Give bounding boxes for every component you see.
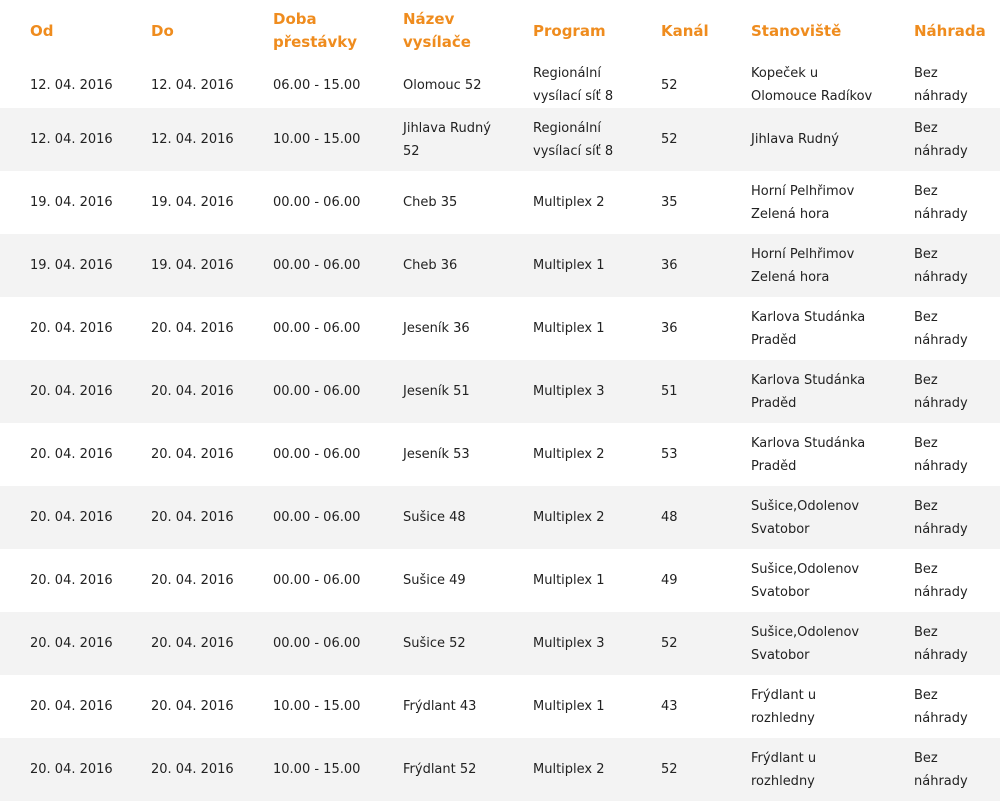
cell-nahrada — [914, 360, 1000, 423]
cell-kanal — [661, 738, 751, 801]
cell-stanoviste-line: Praděd — [751, 332, 797, 348]
cell-kanal — [661, 423, 751, 486]
cell-nazev-vysilace — [403, 360, 533, 423]
cell-od-text: 20. 04. 2016 — [30, 762, 113, 777]
cell-od-text: 19. 04. 2016 — [30, 195, 113, 210]
cell-program — [533, 612, 661, 675]
cell-do — [151, 108, 273, 171]
cell-program-line: Multiplex 3 — [533, 384, 605, 399]
cell-nazev-vysilace-line: Sušice 52 — [403, 636, 466, 651]
table-row — [0, 423, 1000, 486]
cell-kanal — [661, 171, 751, 234]
cell-nahrada — [914, 612, 1000, 675]
cell-kanal-text: 53 — [661, 447, 678, 462]
cell-od-text: 20. 04. 2016 — [30, 510, 113, 525]
cell-nazev-vysilace-line: Jeseník 53 — [403, 447, 470, 462]
cell-kanal-text: 43 — [661, 699, 678, 714]
cell-nahrada — [914, 549, 1000, 612]
cell-stanoviste-line: Olomouce Radíkov — [751, 89, 873, 104]
cell-nazev-vysilace — [403, 423, 533, 486]
cell-stanoviste-line: Praděd — [751, 458, 797, 474]
cell-stanoviste-line: rozhledny — [751, 710, 815, 726]
cell-od — [0, 423, 151, 486]
cell-stanoviste — [751, 423, 914, 486]
cell-nahrada-line: náhrady — [914, 773, 968, 789]
cell-nahrada-line: náhrady — [914, 89, 968, 104]
cell-doba-prestavky — [273, 675, 403, 738]
cell-od-text: 19. 04. 2016 — [30, 258, 113, 273]
cell-od-text: 20. 04. 2016 — [30, 573, 113, 588]
cell-nahrada-line: Bez — [914, 183, 938, 199]
cell-program-line: vysílací síť 8 — [533, 143, 614, 159]
cell-do — [151, 675, 273, 738]
cell-doba-prestavky-text: 00.00 - 06.00 — [273, 384, 361, 399]
cell-do-text: 19. 04. 2016 — [151, 258, 234, 273]
cell-do-text: 20. 04. 2016 — [151, 384, 234, 399]
cell-od — [0, 62, 151, 108]
cell-nahrada-line: náhrady — [914, 647, 968, 663]
cell-program — [533, 234, 661, 297]
cell-nazev-vysilace — [403, 738, 533, 801]
table-row — [0, 549, 1000, 612]
cell-doba-prestavky — [273, 62, 403, 108]
cell-doba-prestavky-text: 10.00 - 15.00 — [273, 699, 361, 714]
cell-doba-prestavky — [273, 171, 403, 234]
cell-nahrada-line: Bez — [914, 687, 938, 703]
cell-nahrada-line: Bez — [914, 66, 938, 81]
cell-program — [533, 738, 661, 801]
cell-stanoviste — [751, 486, 914, 549]
cell-stanoviste-line: Svatobor — [751, 647, 810, 663]
cell-nazev-vysilace-line: Jeseník 36 — [403, 321, 470, 336]
cell-doba-prestavky — [273, 360, 403, 423]
header-kanal: Kanál — [661, 21, 709, 40]
cell-stanoviste — [751, 171, 914, 234]
cell-nahrada — [914, 738, 1000, 801]
cell-doba-prestavky — [273, 108, 403, 171]
cell-nahrada-line: náhrady — [914, 269, 968, 285]
cell-program-line: Regionální — [533, 120, 601, 136]
cell-od-text: 20. 04. 2016 — [30, 384, 113, 399]
cell-nazev-vysilace — [403, 171, 533, 234]
cell-do — [151, 549, 273, 612]
table-row — [0, 234, 1000, 297]
cell-stanoviste-line: Kopeček u — [751, 66, 819, 81]
cell-stanoviste-line: Zelená hora — [751, 269, 830, 285]
cell-doba-prestavky-text: 10.00 - 15.00 — [273, 762, 361, 777]
table-row — [0, 62, 1000, 108]
cell-program — [533, 675, 661, 738]
cell-program-line: Multiplex 1 — [533, 258, 605, 273]
cell-program-line: Regionální — [533, 66, 601, 81]
cell-doba-prestavky — [273, 423, 403, 486]
cell-stanoviste-line: Sušice,Odolenov — [751, 561, 860, 577]
cell-doba-prestavky-text: 06.00 - 15.00 — [273, 77, 361, 93]
cell-stanoviste — [751, 297, 914, 360]
cell-program-line: Multiplex 1 — [533, 321, 605, 336]
cell-program-line: Multiplex 2 — [533, 762, 605, 777]
cell-stanoviste-line: Karlova Studánka — [751, 435, 866, 451]
cell-doba-prestavky — [273, 549, 403, 612]
cell-nazev-vysilace-line: Frýdlant 43 — [403, 699, 477, 714]
cell-nahrada-line: náhrady — [914, 710, 968, 726]
cell-do — [151, 486, 273, 549]
cell-nazev-vysilace — [403, 108, 533, 171]
cell-program-line: Multiplex 3 — [533, 636, 605, 651]
cell-stanoviste — [751, 549, 914, 612]
cell-program — [533, 549, 661, 612]
cell-nazev-vysilace-line: Frýdlant 52 — [403, 762, 477, 777]
cell-od — [0, 675, 151, 738]
cell-doba-prestavky — [273, 612, 403, 675]
cell-do — [151, 612, 273, 675]
cell-kanal-text: 36 — [661, 321, 678, 336]
cell-do-text: 20. 04. 2016 — [151, 321, 234, 336]
cell-nahrada-line: náhrady — [914, 521, 968, 537]
header-nahrada: Náhrada — [914, 21, 986, 40]
cell-stanoviste-line: Svatobor — [751, 584, 810, 600]
cell-stanoviste-line: Zelená hora — [751, 206, 830, 222]
cell-kanal — [661, 549, 751, 612]
cell-stanoviste-line: Frýdlant u — [751, 687, 817, 703]
cell-nazev-vysilace — [403, 675, 533, 738]
cell-stanoviste — [751, 675, 914, 738]
cell-od-text: 12. 04. 2016 — [30, 77, 113, 93]
cell-do-text: 20. 04. 2016 — [151, 510, 234, 525]
cell-nahrada-line: Bez — [914, 624, 938, 640]
cell-kanal — [661, 108, 751, 171]
table-row — [0, 297, 1000, 360]
cell-do — [151, 62, 273, 108]
cell-doba-prestavky — [273, 234, 403, 297]
cell-stanoviste — [751, 108, 914, 171]
cell-od — [0, 486, 151, 549]
header-row — [0, 0, 1000, 62]
cell-do-text: 20. 04. 2016 — [151, 762, 234, 777]
cell-kanal — [661, 612, 751, 675]
cell-program — [533, 360, 661, 423]
cell-nazev-vysilace — [403, 297, 533, 360]
cell-program-line: Multiplex 2 — [533, 447, 605, 462]
table-row — [0, 360, 1000, 423]
cell-kanal-text: 48 — [661, 510, 678, 525]
cell-program-line: Multiplex 2 — [533, 195, 605, 210]
cell-program-line: vysílací síť 8 — [533, 89, 614, 104]
header-program: Program — [533, 21, 606, 40]
cell-doba-prestavky — [273, 297, 403, 360]
cell-od — [0, 171, 151, 234]
cell-doba-prestavky-text: 10.00 - 15.00 — [273, 132, 361, 147]
cell-od-text: 12. 04. 2016 — [30, 132, 113, 147]
cell-program-line: Multiplex 2 — [533, 510, 605, 525]
cell-nazev-vysilace — [403, 549, 533, 612]
cell-stanoviste-line: Karlova Studánka — [751, 372, 866, 388]
cell-program-line: Multiplex 1 — [533, 699, 605, 714]
cell-stanoviste-line: Svatobor — [751, 521, 810, 537]
cell-stanoviste — [751, 360, 914, 423]
cell-nazev-vysilace — [403, 62, 533, 108]
cell-nahrada-line: Bez — [914, 561, 938, 577]
cell-do-text: 20. 04. 2016 — [151, 699, 234, 714]
cell-kanal-text: 35 — [661, 195, 678, 210]
cell-kanal — [661, 234, 751, 297]
cell-do — [151, 297, 273, 360]
cell-nahrada-line: Bez — [914, 435, 938, 451]
cell-do-text: 12. 04. 2016 — [151, 132, 234, 147]
cell-od-text: 20. 04. 2016 — [30, 699, 113, 714]
cell-nazev-vysilace-line: Cheb 36 — [403, 258, 458, 273]
cell-stanoviste — [751, 738, 914, 801]
cell-nazev-vysilace-line: Olomouc 52 — [403, 77, 482, 93]
cell-kanal — [661, 675, 751, 738]
cell-nahrada-line: náhrady — [914, 143, 968, 159]
cell-do-text: 20. 04. 2016 — [151, 636, 234, 651]
cell-stanoviste — [751, 612, 914, 675]
cell-stanoviste-line: rozhledny — [751, 773, 815, 789]
cell-nahrada-line: Bez — [914, 309, 938, 325]
cell-nazev-vysilace — [403, 486, 533, 549]
header-od: Od — [30, 21, 54, 40]
header-nazev-vysilace: Název vysílače — [403, 10, 471, 51]
cell-nazev-vysilace-line: Jihlava Rudný — [403, 120, 491, 136]
cell-stanoviste-line: Karlova Studánka — [751, 309, 866, 325]
cell-od — [0, 297, 151, 360]
cell-nazev-vysilace — [403, 234, 533, 297]
cell-nazev-vysilace-line: Sušice 49 — [403, 573, 466, 588]
cell-kanal — [661, 486, 751, 549]
cell-program — [533, 62, 661, 108]
cell-nahrada — [914, 675, 1000, 738]
cell-od-text: 20. 04. 2016 — [30, 636, 113, 651]
cell-nahrada-line: náhrady — [914, 332, 968, 348]
cell-nazev-vysilace-line: Cheb 35 — [403, 195, 458, 210]
cell-kanal-text: 36 — [661, 258, 678, 273]
cell-nahrada-line: Bez — [914, 498, 938, 514]
cell-program-line: Multiplex 1 — [533, 573, 605, 588]
cell-program — [533, 486, 661, 549]
cell-kanal-text: 52 — [661, 636, 678, 651]
cell-nahrada-line: náhrady — [914, 206, 968, 222]
cell-nahrada — [914, 234, 1000, 297]
cell-program — [533, 297, 661, 360]
cell-nazev-vysilace-line: Sušice 48 — [403, 510, 466, 525]
cell-nahrada — [914, 171, 1000, 234]
cell-stanoviste-line: Horní Pelhřimov — [751, 183, 855, 199]
cell-nazev-vysilace-line: Jeseník 51 — [403, 384, 470, 399]
cell-kanal-text: 52 — [661, 132, 678, 147]
table-body — [0, 62, 1000, 801]
cell-doba-prestavky — [273, 738, 403, 801]
cell-doba-prestavky-text: 00.00 - 06.00 — [273, 510, 361, 525]
cell-program — [533, 423, 661, 486]
cell-kanal — [661, 297, 751, 360]
cell-kanal — [661, 62, 751, 108]
cell-doba-prestavky-text: 00.00 - 06.00 — [273, 573, 361, 588]
cell-kanal-text: 49 — [661, 573, 678, 588]
cell-stanoviste-line: Frýdlant u — [751, 750, 817, 766]
table-row — [0, 612, 1000, 675]
cell-stanoviste-line: Jihlava Rudný — [751, 132, 839, 147]
cell-stanoviste-line: Horní Pelhřimov — [751, 246, 855, 262]
cell-do-text: 20. 04. 2016 — [151, 447, 234, 462]
cell-program — [533, 171, 661, 234]
cell-kanal-text: 52 — [661, 762, 678, 777]
table-row — [0, 486, 1000, 549]
cell-do — [151, 171, 273, 234]
cell-stanoviste-line: Sušice,Odolenov — [751, 498, 860, 514]
cell-doba-prestavky-text: 00.00 - 06.00 — [273, 447, 361, 462]
cell-do — [151, 738, 273, 801]
cell-doba-prestavky-text: 00.00 - 06.00 — [273, 195, 361, 210]
cell-od — [0, 234, 151, 297]
table-header — [0, 0, 1000, 62]
cell-nazev-vysilace-line: 52 — [403, 143, 420, 159]
cell-stanoviste — [751, 234, 914, 297]
cell-od — [0, 360, 151, 423]
table-row — [0, 108, 1000, 171]
cell-nahrada — [914, 297, 1000, 360]
table-row — [0, 675, 1000, 738]
cell-od — [0, 108, 151, 171]
cell-nahrada — [914, 62, 1000, 108]
cell-od — [0, 549, 151, 612]
cell-nazev-vysilace — [403, 612, 533, 675]
cell-nahrada-line: Bez — [914, 246, 938, 262]
cell-do — [151, 360, 273, 423]
cell-do — [151, 423, 273, 486]
cell-kanal-text: 52 — [661, 77, 678, 93]
cell-kanal — [661, 360, 751, 423]
header-stanoviste: Stanoviště — [751, 21, 842, 40]
cell-nahrada-line: náhrady — [914, 395, 968, 411]
cell-od — [0, 738, 151, 801]
cell-nahrada — [914, 486, 1000, 549]
cell-od-text: 20. 04. 2016 — [30, 321, 113, 336]
cell-od-text: 20. 04. 2016 — [30, 447, 113, 462]
cell-doba-prestavky-text: 00.00 - 06.00 — [273, 321, 361, 336]
cell-nahrada-line: Bez — [914, 372, 938, 388]
table-row — [0, 171, 1000, 234]
header-do: Do — [151, 21, 174, 40]
cell-nahrada — [914, 423, 1000, 486]
cell-kanal-text: 51 — [661, 384, 678, 399]
cell-do-text: 12. 04. 2016 — [151, 77, 234, 93]
cell-nahrada — [914, 108, 1000, 171]
cell-nahrada-line: náhrady — [914, 584, 968, 600]
cell-do-text: 20. 04. 2016 — [151, 573, 234, 588]
table-row — [0, 738, 1000, 801]
cell-do-text: 19. 04. 2016 — [151, 195, 234, 210]
cell-stanoviste-line: Praděd — [751, 395, 797, 411]
cell-doba-prestavky-text: 00.00 - 06.00 — [273, 258, 361, 273]
cell-nahrada-line: Bez — [914, 750, 938, 766]
cell-program — [533, 108, 661, 171]
cell-nahrada-line: Bez — [914, 120, 938, 136]
cell-do — [151, 234, 273, 297]
header-doba-prestavky: Doba přestávky — [273, 10, 358, 51]
cell-doba-prestavky-text: 00.00 - 06.00 — [273, 636, 361, 651]
cell-nahrada-line: náhrady — [914, 458, 968, 474]
cell-doba-prestavky — [273, 486, 403, 549]
cell-stanoviste-line: Sušice,Odolenov — [751, 624, 860, 640]
cell-stanoviste — [751, 62, 914, 108]
cell-od — [0, 612, 151, 675]
